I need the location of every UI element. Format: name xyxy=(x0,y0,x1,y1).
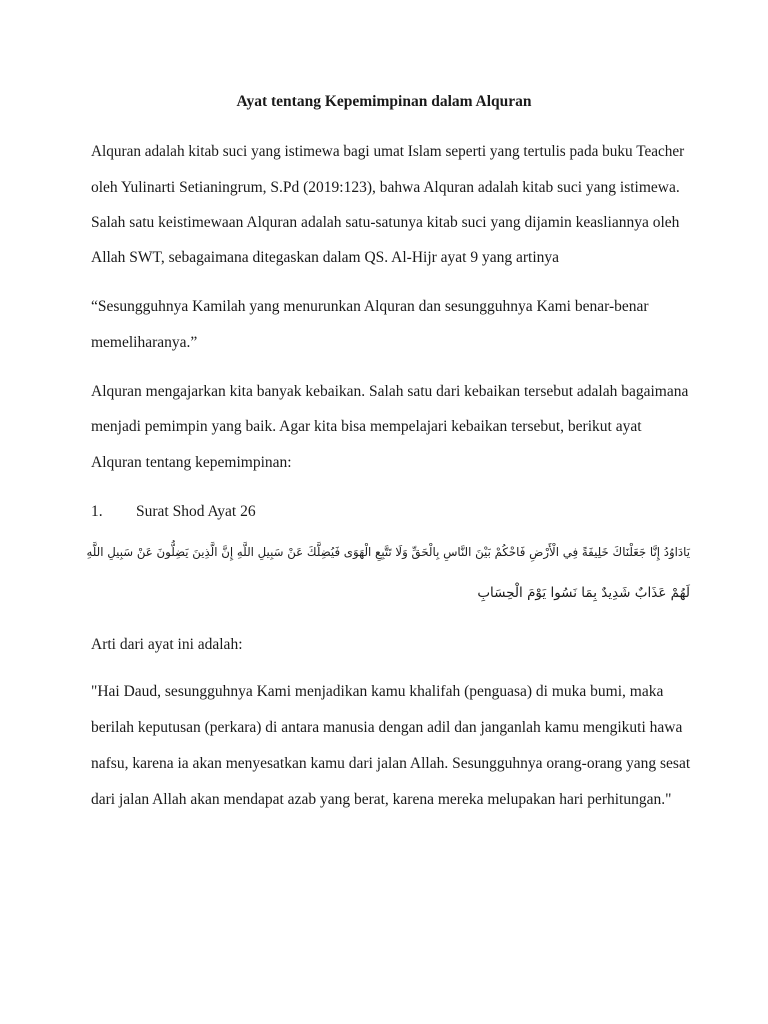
section-heading: Surat Shod Ayat 26 xyxy=(136,503,256,520)
paragraph-line: Salah satu keistimewaan Alquran adalah satu-satunya kitab suci yang dijamin keasliannya oleh xyxy=(91,214,680,231)
paragraph-line: Alquran tentang kepemimpinan: xyxy=(91,454,292,471)
arabic-verse-line: لَهُمْ عَذَابٌ شَدِيدٌ بِمَا نَسُوا يَوْمَ الْحِسَابِ xyxy=(477,585,690,601)
paragraph-line: oleh Yulinarti Setianingrum, S.Pd (2019:123), bahwa Alquran adalah kitab suci yang istimewa. xyxy=(91,179,680,196)
quote-line: “Sesungguhnya Kamilah yang menurunkan Alquran dan sesungguhnya Kami benar-benar xyxy=(91,298,649,315)
translation-line: berilah keputusan (perkara) di antara manusia dengan adil dan janganlah kamu mengikuti hawa xyxy=(91,719,683,736)
translation-line: dari jalan Allah akan mendapat azab yang berat, karena mereka melupakan hari perhitungan." xyxy=(91,791,672,808)
section-number: 1. xyxy=(91,503,103,520)
quote-line: memeliharanya.” xyxy=(91,334,198,351)
translation-line: "Hai Daud, sesungguhnya Kami menjadikan kamu khalifah (penguasa) di muka bumi, maka xyxy=(91,683,664,700)
document-title: Ayat tentang Kepemimpinan dalam Alquran xyxy=(236,93,532,110)
arti-label: Arti dari ayat ini adalah: xyxy=(91,636,243,653)
translation-line: nafsu, karena ia akan menyesatkan kamu dari jalan Allah. Sesungguhnya orang-orang yang sesat xyxy=(91,755,691,772)
paragraph-line: Alquran mengajarkan kita banyak kebaikan. Salah satu dari kebaikan tersebut adalah bagaimana xyxy=(91,383,689,400)
paragraph-line: Allah SWT, sebagaimana ditegaskan dalam QS. Al-Hijr ayat 9 yang artinya xyxy=(91,249,560,266)
paragraph-line: menjadi pemimpin yang baik. Agar kita bisa mempelajari kebaikan tersebut, berikut ayat xyxy=(91,418,642,435)
arabic-verse-line: يَادَاوُدُ إِنَّا جَعَلْنَاكَ خَلِيفَةً فِي الْأَرْضِ فَاحْكُمْ بَيْنَ النَّاسِ بِالْحَقِّ وَلَا تَتَّبِعِ الْهَوَى فَيُضِلَّكَ عَنْ سَبِيلِ اللَّهِ إِنَّ الَّذِينَ يَضِلُّونَ عَنْ سَبِيلِ اللَّهِ xyxy=(86,545,690,559)
paragraph-line: Alquran adalah kitab suci yang istimewa bagi umat Islam seperti yang tertulis pada buku Teacher xyxy=(91,143,685,160)
